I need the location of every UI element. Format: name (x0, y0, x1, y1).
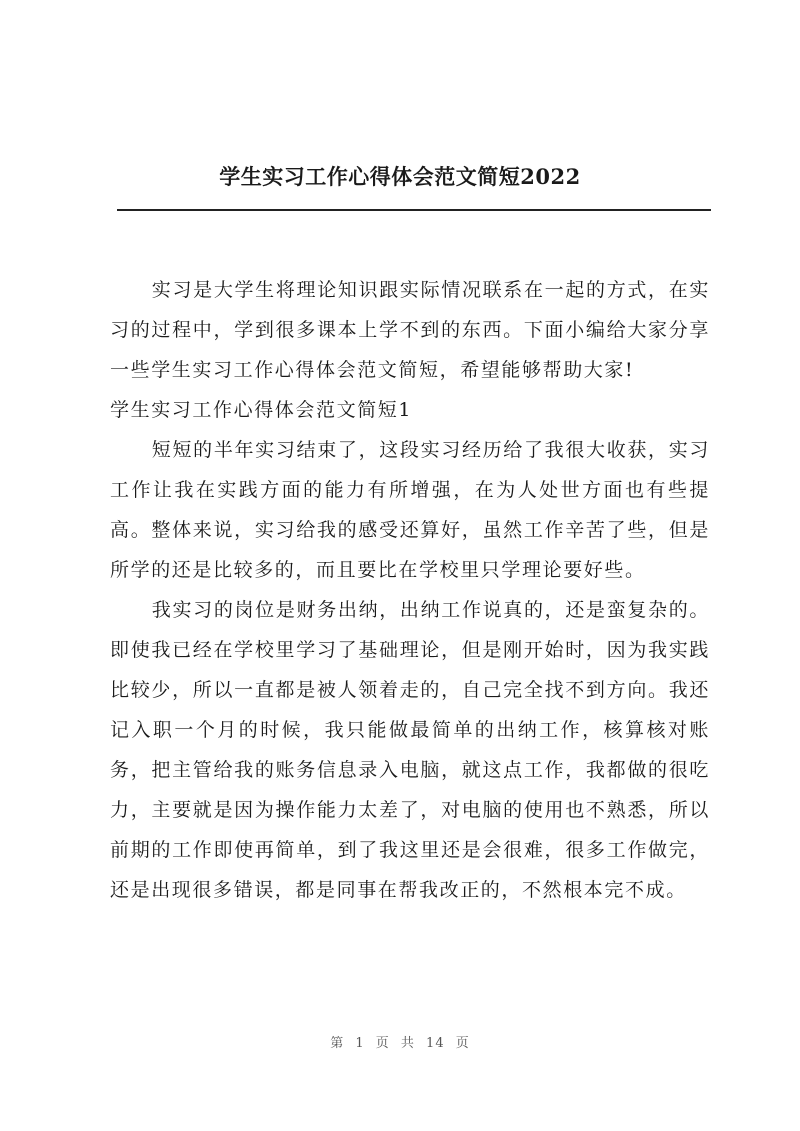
body-paragraph: 短短的半年实习结束了，这段实习经历给了我很大收获，实习工作让我在实践方面的能力有所增强，在为人处世方面也有些提高。整体来说，实习给我的感受还算好，虽然工作辛苦了些，但是所学的还是比较多的，而且要比在学校里只学理论要好些。 (110, 439, 710, 581)
section-heading: 学生实习工作心得体会范文简短1 (110, 399, 413, 421)
intro-paragraph: 实习是大学生将理论知识跟实际情况联系在一起的方式，在实习的过程中，学到很多课本上学不到的东西。下面小编给大家分享一些学生实习工作心得体会范文简短，希望能够帮助大家! (110, 279, 710, 381)
page-number-footer: 第 1 页 共 14 页 (330, 1036, 470, 1051)
title-divider (117, 209, 711, 211)
document-body (110, 270, 710, 910)
document-title: 学生实习工作心得体会范文简短2022 (219, 164, 581, 189)
body-paragraph: 我实习的岗位是财务出纳，出纳工作说真的，还是蛮复杂的。即使我已经在学校里学习了基础理论，但是刚开始时，因为我实践比较少，所以一直都是被人领着走的，自己完全找不到方向。我还记入职一个月的时候，我只能做最简单的出纳工作，核算核对账务，把主管给我的账务信息录入电脑，就这点工作，我都做的很吃力，主要就是因为操作能力太差了，对电脑的使用也不熟悉，所以前期的工作即使再简单，到了我这里还是会很难，很多工作做完，还是出现很多错误，都是同事在帮我改正的，不然根本完不成。 (110, 599, 710, 901)
